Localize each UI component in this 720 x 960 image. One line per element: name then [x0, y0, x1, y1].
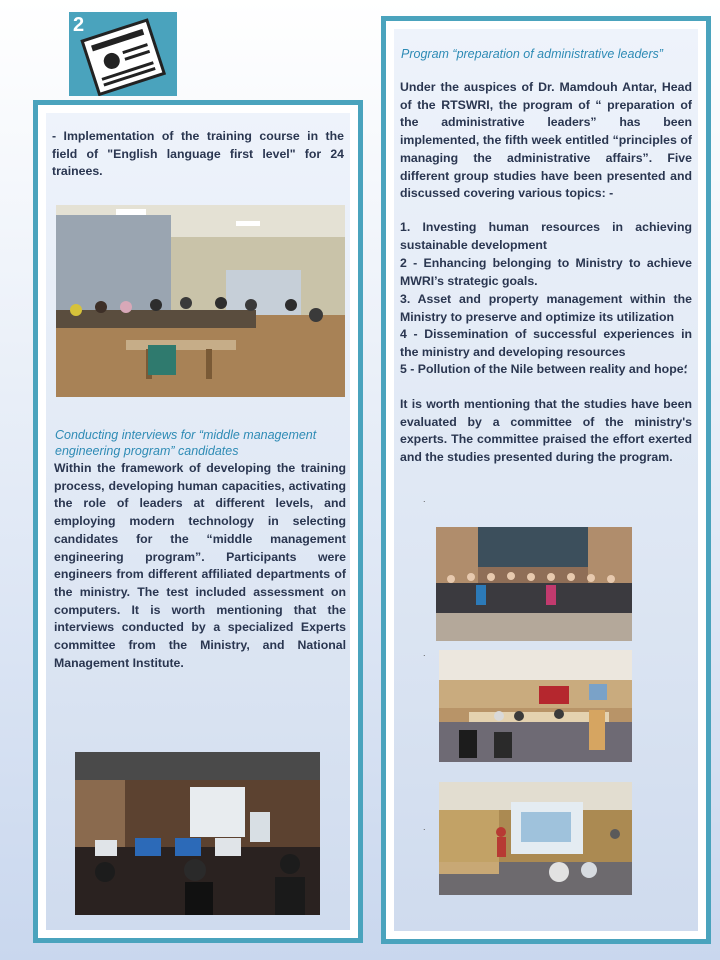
classroom-photo: [56, 205, 345, 397]
presentation-photo: [439, 782, 632, 895]
topic-item: 4 - Dissemination of successful experiences in the ministry and developing resources: [400, 327, 692, 359]
topic-item: 1. Investing human resources in achieving sustainable development: [400, 220, 692, 252]
program-intro-paragraph: Under the auspices of Dr. Mamdouh Antar, Head of the RTSWRI, the program of “ preparation of the administrative leaders” has been implemented, the fifth week entitled “principles of managing the administrative affairs”. Five different group studies have been presented and discussed covering various topics: -: [400, 80, 692, 201]
topic-item: 3. Asset and property management within the Ministry to preserve and optimize its utilization: [400, 292, 692, 324]
english-course-paragraph: - Implementation of the training course in the field of "English language first level" for 24 trainees.: [52, 129, 344, 179]
interviews-heading: Conducting interviews for “middle management engineering program” candidates: [55, 428, 317, 458]
bullet-dot: .: [423, 822, 426, 832]
topic-item: 5 - Pollution of the Nile between reality and hope؛: [400, 362, 688, 376]
section-number-badge: [69, 12, 177, 96]
meeting-room-photo: [439, 650, 632, 762]
bullet-dot: .: [423, 494, 426, 504]
computer-lab-photo: [75, 752, 320, 915]
newspaper-icon: [69, 12, 177, 96]
interviews-paragraph: Within the framework of developing the training process, developing human capacities, activating the role of leaders at different levels, and employing modern technology in selecting candidates for the “middle management engineering program”. Participants were engineers from different affiliated departments of the ministry. The test included assessment on computers. It is worth mentioning that the interviews conducted by a specialized Experts committee from the Ministry, and National Management Institute.: [54, 461, 346, 670]
program-heading: Program “preparation of administrative leaders”: [401, 47, 663, 61]
evaluation-paragraph: It is worth mentioning that the studies have been evaluated by a committee of the ministry's experts. The committee praised the effort exerted and the studies presented during the program.: [400, 397, 692, 465]
group-photo: [436, 527, 632, 641]
bullet-dot: .: [423, 648, 426, 658]
section-number: 2: [73, 14, 85, 36]
topic-item: 2 - Enhancing belonging to Ministry to achieve MWRI’s strategic goals.: [400, 256, 692, 288]
